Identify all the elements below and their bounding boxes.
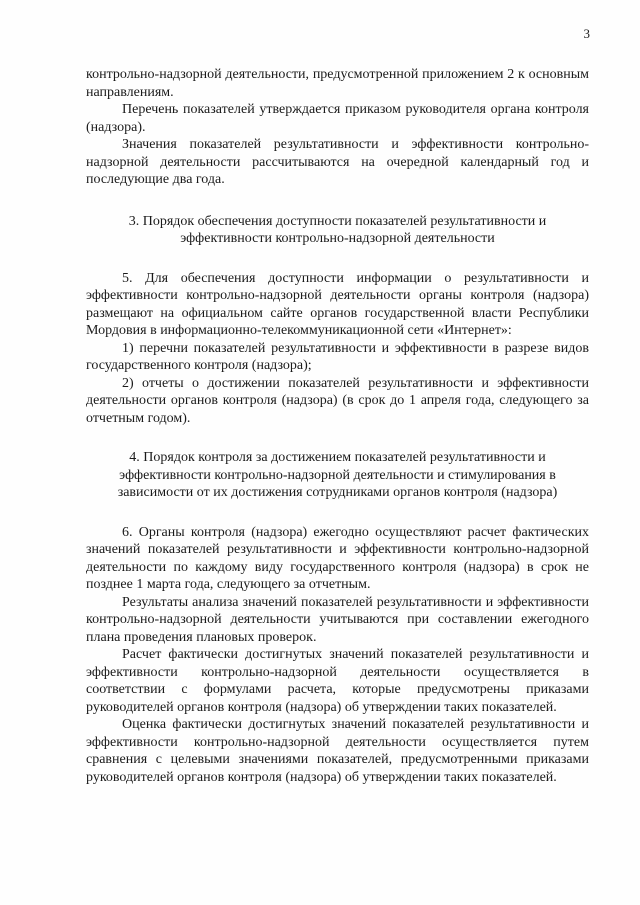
- intro-paragraph-2: Перечень показателей утверждается приказом руководителя органа контроля (надзора).: [86, 102, 589, 135]
- section-4-paragraph-results: Результаты анализа значений показателей результативности и эффективности контрольно-надзорной деятельности учитываются при составлении ежегодного плана проведения плановых проверок.: [86, 594, 589, 645]
- document-body: [86, 66, 589, 786]
- section-4-heading: 4. Порядок контроля за достижением показателей результативности и эффективности контрольно-надзорной деятельности и стимулирования в зависимости от их достижения сотрудниками органов контроля (надзора): [117, 450, 558, 500]
- section-4-paragraph-6: 6. Органы контроля (надзора) ежегодно осуществляют расчет фактических значений показателей результативности и эффективности контрольно-надзорной деятельности по каждому виду государственного контроля (надзора) в срок не позднее 1 марта года, следующего за отчетным.: [86, 524, 589, 592]
- spacer: [86, 427, 589, 449]
- section-3-heading: 3. Порядок обеспечения доступности показателей результативности и эффективности контрольно-надзорной деятельности: [128, 213, 547, 246]
- spacer: [86, 502, 589, 524]
- section-3-paragraph-5: 5. Для обеспечения доступности информации о результативности и эффективности контрольно-надзорной деятельности органы контроля (надзора) размещают на официальном сайте органов государственной власти Республики Мордовия в информационно-телекоммуникационной сети «Интернет»:: [86, 270, 589, 338]
- spacer: [86, 248, 589, 270]
- intro-paragraph-3: Значения показателей результативности и эффективности контрольно-надзорной деятельности рассчитываются на очередной календарный год и последующие два года.: [86, 137, 589, 187]
- page-number: 3: [583, 26, 590, 41]
- section-4-paragraph-assessment: Оценка фактически достигнутых значений показателей результативности и эффективности контрольно-надзорной деятельности осуществляется путем сравнения с целевыми значениями показателей, предусмотренными приказами руководителей органов контроля (надзора) об утверждении таких показателей.: [86, 717, 589, 785]
- section-3-list-item-2: 2) отчеты о достижении показателей результативности и эффективности деятельности органов контроля (надзора) (в срок до 1 апреля года, следующего за отчетным годом).: [86, 375, 589, 426]
- intro-paragraph-1: контрольно-надзорной деятельности, предусмотренной приложением 2 к основным направлениям.: [86, 67, 589, 100]
- spacer: [86, 189, 589, 213]
- section-4-paragraph-calculation: Расчет фактически достигнутых значений показателей результативности и эффективности контрольно-надзорной деятельности осуществляется в соответствии с формулами расчета, которые предусмотрены приказами руководителей органов контроля (надзора) об утверждении таких показателей.: [86, 647, 589, 715]
- section-3-list-item-1: 1) перечни показателей результативности и эффективности в разрезе видов государственного контроля (надзора);: [86, 340, 589, 373]
